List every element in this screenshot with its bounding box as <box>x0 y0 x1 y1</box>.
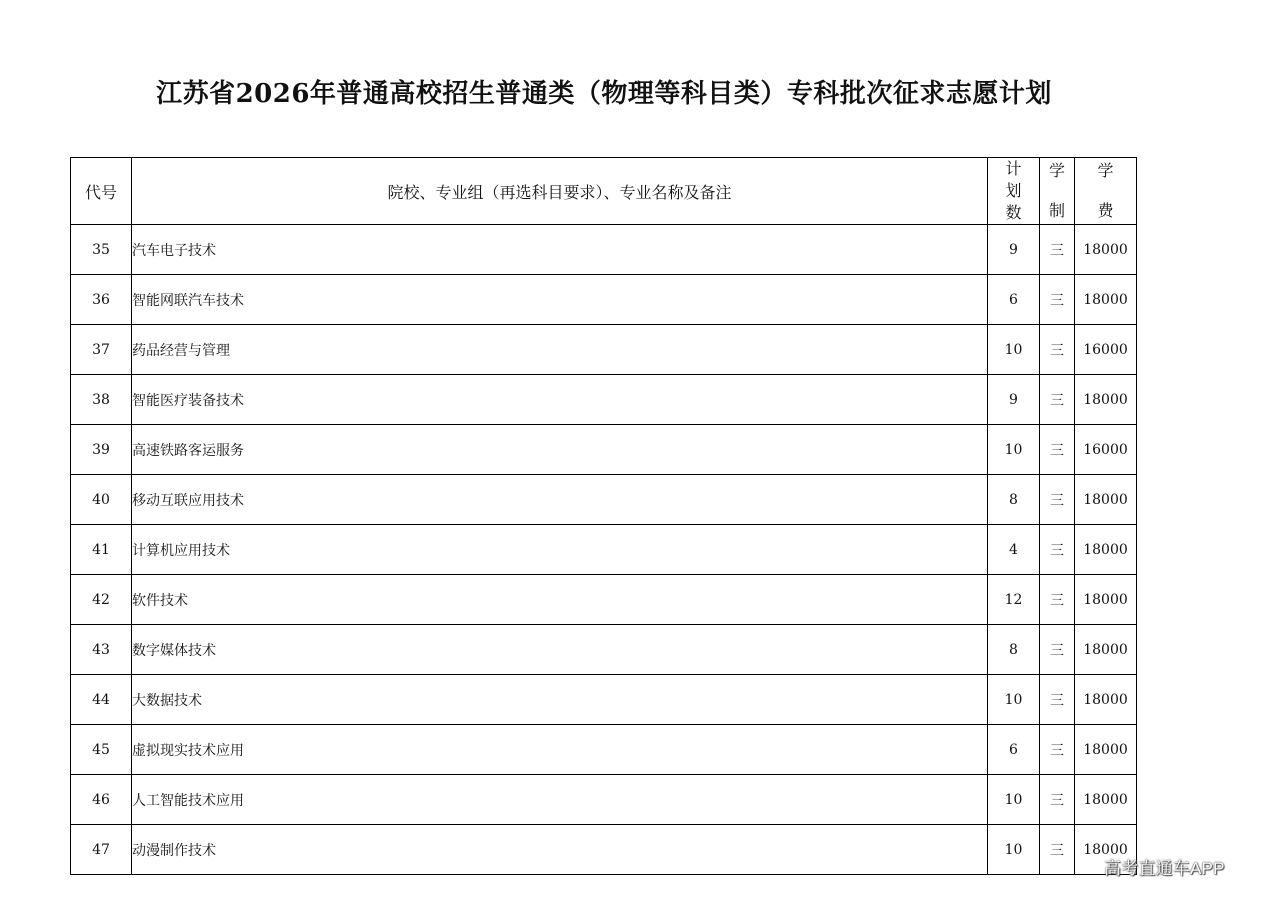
cell-code: 43 <box>71 625 132 675</box>
cell-name: 动漫制作技术 <box>132 825 988 875</box>
header-plan-char: 计 <box>1005 159 1022 178</box>
cell-name: 大数据技术 <box>132 675 988 725</box>
cell-plan: 6 <box>988 275 1040 325</box>
cell-name: 汽车电子技术 <box>132 225 988 275</box>
cell-fee: 18000 <box>1075 225 1137 275</box>
cell-fee: 18000 <box>1075 525 1137 575</box>
cell-fee: 18000 <box>1075 275 1137 325</box>
table-row <box>71 825 1137 875</box>
page-title: 江苏省2026年普通高校招生普通类（物理等科目类）专科批次征求志愿计划 <box>156 79 1052 109</box>
cell-years: 三 <box>1040 825 1075 875</box>
cell-code: 40 <box>71 475 132 525</box>
cell-plan: 10 <box>988 325 1040 375</box>
table-row <box>71 225 1137 275</box>
cell-years: 三 <box>1040 525 1075 575</box>
cell-plan: 6 <box>988 725 1040 775</box>
table-row <box>71 275 1137 325</box>
header-fee <box>1075 158 1137 225</box>
header-code: 代号 <box>71 158 132 225</box>
table-row <box>71 725 1137 775</box>
cell-name: 药品经营与管理 <box>132 325 988 375</box>
cell-years: 三 <box>1040 575 1075 625</box>
enrollment-plan-table <box>70 157 1137 875</box>
cell-years: 三 <box>1040 775 1075 825</box>
table-row <box>71 375 1137 425</box>
header-plan <box>988 158 1040 225</box>
cell-name: 移动互联应用技术 <box>132 475 988 525</box>
cell-name: 人工智能技术应用 <box>132 775 988 825</box>
table-header-row <box>71 158 1137 225</box>
cell-fee: 18000 <box>1075 725 1137 775</box>
cell-fee: 18000 <box>1075 575 1137 625</box>
cell-plan: 10 <box>988 675 1040 725</box>
cell-plan: 4 <box>988 525 1040 575</box>
cell-years: 三 <box>1040 475 1075 525</box>
header-years-char: 制 <box>1048 201 1065 220</box>
cell-years: 三 <box>1040 325 1075 375</box>
table-row <box>71 525 1137 575</box>
cell-fee: 18000 <box>1075 375 1137 425</box>
table-row <box>71 325 1137 375</box>
table-row <box>71 625 1137 675</box>
cell-plan: 8 <box>988 475 1040 525</box>
cell-code: 39 <box>71 425 132 475</box>
cell-fee: 18000 <box>1075 475 1137 525</box>
cell-years: 三 <box>1040 375 1075 425</box>
cell-name: 虚拟现实技术应用 <box>132 725 988 775</box>
cell-plan: 12 <box>988 575 1040 625</box>
cell-code: 47 <box>71 825 132 875</box>
table-row <box>71 475 1137 525</box>
cell-name: 高速铁路客运服务 <box>132 425 988 475</box>
table-row <box>71 425 1137 475</box>
cell-code: 38 <box>71 375 132 425</box>
watermark: 高考直通车APP <box>1104 859 1225 878</box>
cell-plan: 8 <box>988 625 1040 675</box>
cell-fee: 16000 <box>1075 425 1137 475</box>
cell-years: 三 <box>1040 725 1075 775</box>
cell-years: 三 <box>1040 625 1075 675</box>
cell-plan: 9 <box>988 225 1040 275</box>
cell-name: 计算机应用技术 <box>132 525 988 575</box>
cell-code: 44 <box>71 675 132 725</box>
cell-fee: 18000 <box>1075 775 1137 825</box>
cell-fee: 18000 <box>1075 625 1137 675</box>
cell-plan: 10 <box>988 425 1040 475</box>
table-row <box>71 575 1137 625</box>
cell-name: 智能医疗装备技术 <box>132 375 988 425</box>
header-fee-char: 学 <box>1097 161 1114 180</box>
cell-fee: 18000 <box>1075 675 1137 725</box>
table-row <box>71 775 1137 825</box>
header-years <box>1040 158 1075 225</box>
cell-fee: 18000 <box>1075 825 1137 875</box>
cell-code: 46 <box>71 775 132 825</box>
header-years-char: 学 <box>1048 161 1065 180</box>
cell-plan: 10 <box>988 775 1040 825</box>
header-plan-char: 数 <box>1005 203 1022 222</box>
cell-plan: 10 <box>988 825 1040 875</box>
cell-code: 36 <box>71 275 132 325</box>
cell-fee: 16000 <box>1075 325 1137 375</box>
cell-code: 42 <box>71 575 132 625</box>
cell-name: 数字媒体技术 <box>132 625 988 675</box>
cell-code: 37 <box>71 325 132 375</box>
cell-years: 三 <box>1040 225 1075 275</box>
header-fee-char: 费 <box>1097 201 1114 220</box>
header-name: 院校、专业组（再选科目要求）、专业名称及备注 <box>132 158 988 225</box>
cell-code: 41 <box>71 525 132 575</box>
header-plan-char: 划 <box>1005 181 1022 200</box>
cell-plan: 9 <box>988 375 1040 425</box>
cell-code: 35 <box>71 225 132 275</box>
table-row <box>71 675 1137 725</box>
cell-name: 智能网联汽车技术 <box>132 275 988 325</box>
cell-years: 三 <box>1040 425 1075 475</box>
cell-name: 软件技术 <box>132 575 988 625</box>
cell-code: 45 <box>71 725 132 775</box>
cell-years: 三 <box>1040 675 1075 725</box>
cell-years: 三 <box>1040 275 1075 325</box>
